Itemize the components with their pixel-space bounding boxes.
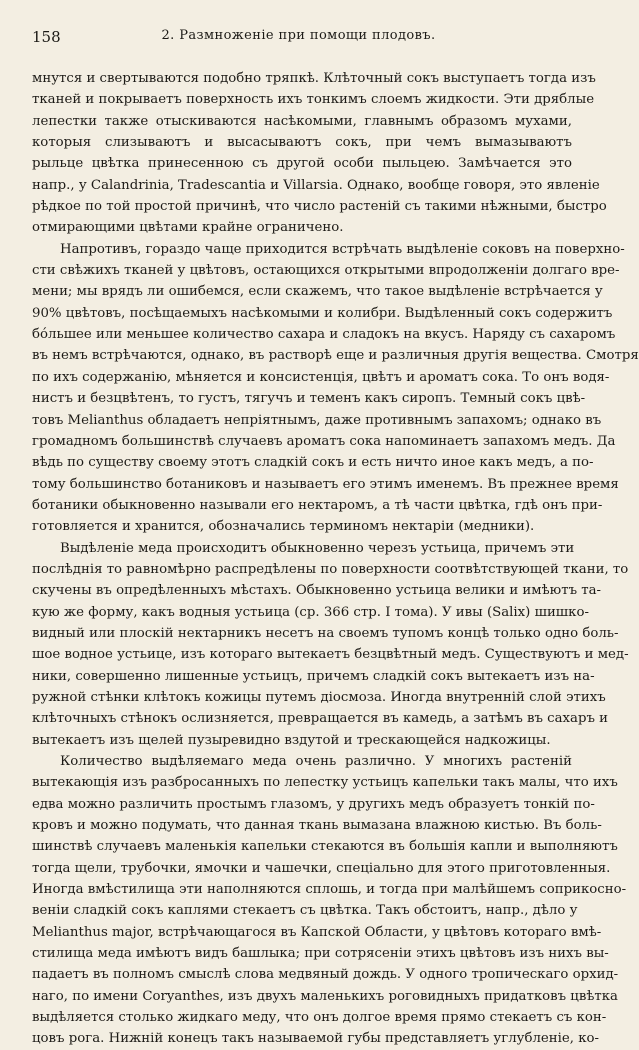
text-line: рыльце цвѣтка принесенною съ другой особи пыльцею. Замѣчается это: [32, 156, 572, 172]
text-line: отмирающими цвѣтами крайне ограничено.: [32, 220, 344, 236]
text-line: выдѣляется столько жидкаго меду, что онъ долгое время прямо стекаетъ съ кон-: [32, 1010, 607, 1026]
text-line: цовъ рога. Нижній конецъ такъ называемой губы представляетъ углубленіе, ко-: [32, 1031, 600, 1047]
text-line: скучены въ опредѣленныхъ мѣстахъ. Обыкновенно устьица велики и имѣютъ та-: [32, 583, 602, 599]
text-line: сти свѣжихъ тканей у цвѣтовъ, остающихся открытыми впродолженіи долгаго вре-: [32, 263, 620, 279]
text-line: веніи сладкій сокъ каплями стекаетъ съ цвѣтка. Такъ обстоитъ, напр., дѣло у: [32, 903, 578, 919]
text-line: Напротивъ, гораздо чаще приходится встрѣчать выдѣленіе соковъ на поверхно-: [60, 241, 625, 257]
text-line: кую же форму, какъ водныя устьица (ср. 366 стр. I тома). У ивы (Salix) шишко-: [32, 604, 589, 620]
text-line: едва можно различить простымъ глазомъ, у другихъ медъ образуетъ тонкій по-: [32, 796, 595, 812]
text-line: наго, по имени Coryanthes, изъ двухъ маленькихъ роговидныхъ придатковъ цвѣтка: [32, 988, 618, 1004]
text-line: 90% цвѣтовъ, посѣщаемыхъ насѣкомыми и колибри. Выдѣленный сокъ содержитъ: [32, 305, 613, 321]
text-line: готовляется и хранится, обозначались терминомъ нектаріи (медники).: [32, 519, 535, 535]
text-line: вытекаетъ изъ щелей пузыревидно вздутой и трескающейся надкожицы.: [32, 732, 551, 748]
text-line: громадномъ большинствѣ случаевъ ароматъ сока напоминаетъ запахомъ медъ. Да: [32, 433, 616, 449]
text-line: бóльшее или меньшее количество сахара и сладокъ на вкусъ. Наряду съ сахаромъ: [32, 327, 616, 343]
page-number: 158: [32, 28, 61, 46]
text-line: по ихъ содержанію, мѣняется и консистенція, цвѣтъ и ароматъ сока. То онъ водя-: [32, 369, 610, 385]
body-text: [32, 68, 639, 1050]
text-line: ники, совершенно лишенные устьицъ, причемъ сладкій сокъ вытекаетъ изъ на-: [32, 668, 595, 684]
page-header: [0, 28, 597, 48]
text-line: которыя слизываютъ и высасываютъ сокъ, при чемъ вымазываютъ: [32, 135, 572, 151]
text-line: кровъ и можно подумать, что данная ткань вымазана влажною кистью. Въ боль-: [32, 818, 602, 834]
text-line: тогда щели, трубочки, ямочки и чашечки, спеціально для этого приготовленныя.: [32, 860, 611, 876]
text-line: ружной стѣнки клѣтокъ кожицы путемъ діосмоза. Иногда внутренній слой этихъ: [32, 689, 606, 705]
text-line: лепестки также отыскиваются насѣкомыми, главнымъ образомъ мухами,: [32, 113, 572, 129]
text-line: Melianthus major, встрѣчающагося въ Капской Области, у цвѣтовъ котораго вмѣ-: [32, 924, 602, 940]
text-line: шое водное устьице, изъ котораго вытекаетъ безцвѣтный медъ. Существуютъ и мед-: [32, 647, 629, 663]
text-line: тканей и покрываетъ поверхность ихъ тонкимъ слоемъ жидкости. Эти дряблые: [32, 92, 595, 108]
text-line: вѣдь по существу своему этотъ сладкій сокъ и есть ничто иное какъ медъ, а по-: [32, 455, 594, 471]
text-line: стилища меда имѣютъ видъ башлыка; при сотрясеніи этихъ цвѣтовъ изъ нихъ вы-: [32, 946, 609, 962]
text-line: Иногда вмѣстилища эти наполняются сплошь, и тогда при малѣйшемъ соприкосно-: [32, 882, 627, 898]
text-line: нистъ и безцвѣтенъ, то густъ, тягучъ и теменъ какъ сиропъ. Темный сокъ цвѣ-: [32, 391, 586, 407]
text-line: видный или плоскій нектарникъ несетъ на своемъ тупомъ концѣ только одно боль-: [32, 625, 619, 641]
text-line: послѣднія то равномѣрно распредѣлены по поверхности соотвѣтствующей ткани, то: [32, 561, 629, 577]
text-line: клѣточныхъ стѣнокъ ослизняется, превращается въ камедь, а затѣмъ въ сахаръ и: [32, 711, 609, 727]
text-line: Выдѣленіе меда происходитъ обыкновенно черезъ устьица, причемъ эти: [60, 540, 575, 556]
text-line: вытекающія изъ разбросанныхъ по лепестку устьицъ капельки такъ малы, что ихъ: [32, 775, 618, 791]
text-line: падаетъ въ полномъ смыслѣ слова медвяный дождь. У одного тропическаго орхид-: [32, 967, 619, 983]
text-line: мени; мы врядъ ли ошибемся, если скажемъ, что такое выдѣленіе встрѣчается у: [32, 284, 603, 300]
text-line: шинствѣ случаевъ маленькія капельки стекаются въ большія капли и выполняютъ: [32, 839, 618, 855]
text-line: напр., у Calandrinia, Tradescantia и Villarsia. Однако, вообще говоря, это явленіе: [32, 177, 600, 193]
text-line: рѣдкое по той простой причинѣ, что число растеній съ такими нѣжными, быстро: [32, 199, 607, 215]
text-line: мнутся и свертываются подобно тряпкѣ. Клѣточный сокъ выступаетъ тогда изъ: [32, 71, 596, 86]
text-line: тому большинство ботаниковъ и называетъ его этимъ именемъ. Въ прежнее время: [32, 476, 619, 492]
running-head: 2. Размноженіе при помощи плодовъ.: [161, 28, 436, 43]
text-line: въ немъ встрѣчаются, однако, въ растворѣ еще и различныя другія вещества. Смотря: [32, 348, 639, 364]
text-line: Количество выдѣляемаго меда очень различно. У многихъ растеній: [60, 754, 572, 769]
text-line: товъ Melianthus обладаетъ непріятнымъ, даже противнымъ запахомъ; однако въ: [32, 412, 602, 428]
text-line: ботаники обыкновенно называли его нектаромъ, а тѣ части цвѣтка, гдѣ онъ при-: [32, 497, 603, 513]
